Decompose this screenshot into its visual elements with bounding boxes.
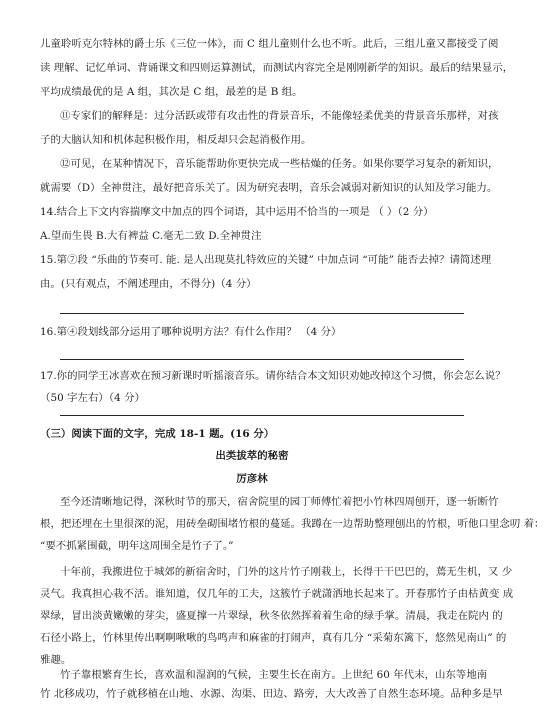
question-15-line1: 15.第⑦段 “乐曲的节奏可. 能. 是人出现莫扎特效应的关键” 中加点词 “可能” 能否去掉？请简述理 xyxy=(40,254,492,266)
article-line: 雅趣。 xyxy=(40,654,72,666)
article-line: 灵气。我真担心栽不活。谁知道，仅几年的工夫，这簇竹子就潇洒地长起来了。开春那竹子由枯黄变 成 xyxy=(40,588,514,600)
article-line: 竹 北移成功，竹子就移植在山地、水源、沟渠、田边、路旁，大大改善了自然生态环境。品种多是早 xyxy=(40,688,503,700)
paragraph-12-line: 就需要（D）全神贯注，最好把音乐关了。因为研究表明，音乐会减弱对新知识的认知及学习能力。 xyxy=(40,182,498,194)
paragraph-11-line: ⑪专家们的解释是：过分活跃或带有攻击性的背景音乐，不能像轻柔优美的背景音乐那样，对孩 xyxy=(60,110,499,122)
answer-line xyxy=(60,313,464,314)
article-line: 石径小路上，竹林里传出啊啊啾啾的鸟鸣声和麻雀的打闹声，真有几分 “采菊东篱下，悠然见南山” 的 xyxy=(40,632,507,644)
article-line: 翠绿，冒出淡黄嫩嫩的芽尖，盛夏撑一片翠绿，秋冬依然挥着着生命的绿手掌。清晨，我走在院内 的 xyxy=(40,610,503,622)
answer-line xyxy=(60,359,464,360)
answer-line xyxy=(60,415,464,416)
passage-line: 读 理解、记忆单词、背诵课文和四则运算测试，而测试内容完全是刚刚新学的知识。最后的结果显示， xyxy=(40,62,514,74)
article-line: 至今还清晰地记得，深秋时节的那天，宿舍院里的园丁师傅忙着把小竹林四周刨开，逐一斩断竹 xyxy=(60,496,499,508)
article-line: 根，把还埋在土里很深的泥，用砖垒砌围堵竹根的蔓延。我蹲在一边帮助整理刨出的竹根，听他口里念叨 着： xyxy=(40,518,545,530)
article-author: 厉彦林 xyxy=(236,473,268,485)
passage-line: 儿童聆听克尔特林的爵士乐《三位一体》，而 C 组儿童则什么也不听。此后，三组儿童又都接受了阅 xyxy=(40,38,499,50)
article-line: 竹子靠根繁育生长，喜欢温和湿润的气候，主要生长在南方。上世纪 60 年代末，山东等地南 xyxy=(60,669,488,681)
article-line: 十年前，我搬进位于城郊的新宿舍时，门外的这片竹子刚栽上，长得干干巴巴的，蔫无生机，又 少 xyxy=(60,566,513,578)
article-title: 出类拔萃的秘密 xyxy=(215,450,289,462)
passage-line: 平均成绩最优的是 A 组，其次是 C 组，最差的是 B 组。 xyxy=(40,86,303,98)
question-15-line2: 由。(只有观点，不阐述理由，不得分)（4 分） xyxy=(40,278,257,290)
paragraph-12-line: ⑫可见，在某种情况下，音乐能帮助你更快完成一些枯燥的任务。如果你要学习复杂的新知识， xyxy=(60,158,499,170)
question-14-stem: 14.结合上下文内容揣摩文中加点的四个词语，其中运用不恰当的一项是 （ ）（2 分） xyxy=(40,206,434,218)
question-14-options: A.望而生畏 B.大有裨益 C.毫无二致 D.全神贯注 xyxy=(40,230,262,242)
question-17-line1: 17.你的同学王冰喜欢在预习新课时听摇滚音乐。请你结合本文知识劝她改掉这个习惯，你会怎么说？ xyxy=(40,370,506,382)
article-line: “要不抓紧围截，明年这周围全是竹子了。” xyxy=(40,540,234,552)
section-heading: （三）阅读下面的文字，完成 18-1 题。(16 分） xyxy=(40,428,275,440)
question-16-stem: 16.第④段划线部分运用了哪种说明方法？有什么作用？ （4 分） xyxy=(40,326,342,338)
question-17-line2: （50 字左右）（4 分） xyxy=(40,392,146,404)
paragraph-11-line: 子的大脑认知和机体起积极作用，相反却只会起消极作用。 xyxy=(40,134,312,146)
